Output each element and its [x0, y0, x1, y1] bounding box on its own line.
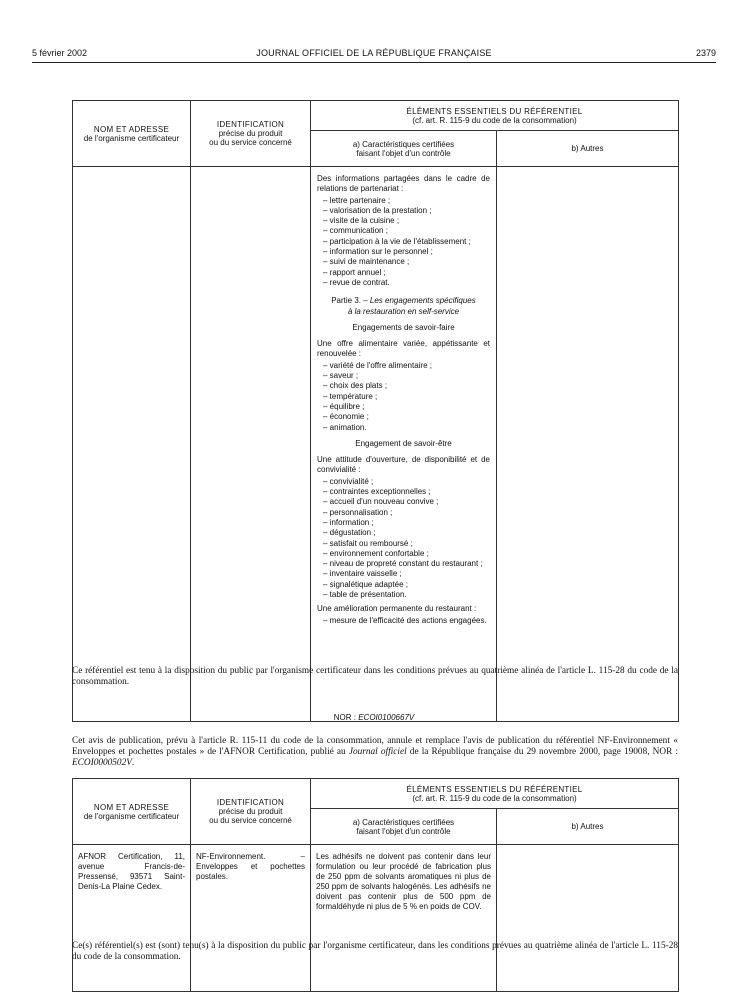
list-item: – température ; [323, 391, 378, 401]
autres-text [497, 845, 678, 852]
table2-autres-cell [497, 845, 679, 992]
list-item: – saveur ; [323, 371, 359, 381]
list-item: – lettre partenaire ; [323, 195, 391, 205]
nor-reference: NOR : ECOI0100667V [333, 713, 415, 722]
header-caracteristiques: a) Caractéristiques certifiées faisant l'objet d'un contrôle [311, 809, 497, 845]
organisme-text: AFNOR Certification, 11, avenue Francis-de-Pressensé, 93571 Saint-Denis-La Plaine Cedex. [78, 852, 185, 891]
table2-organisme-cell [73, 845, 191, 992]
list-item: – participation à la vie de l'établissement ; [323, 236, 471, 246]
list-item: – environnement confortable ; [323, 548, 429, 558]
list-item: – variété de l'offre alimentaire ; [323, 360, 432, 370]
list-item: – table de présentation. [323, 589, 407, 599]
header-journal-title: JOURNAL OFFICIEL DE LA RÉPUBLIQUE FRANÇAISE [256, 48, 492, 58]
offre-intro: Une offre alimentaire variée, appétissante et renouvelée : [317, 339, 490, 359]
list-item: – valorisation de la prestation ; [323, 205, 432, 215]
list-item: – animation. [323, 422, 367, 432]
list-item: – communication ; [323, 226, 388, 236]
list-item: – contraintes exceptionnelles ; [323, 487, 431, 497]
savoir-faire-heading: Engagements de savoir-faire [352, 322, 455, 332]
list-item: – convivialité ; [323, 476, 374, 486]
list-item: – économie ; [323, 412, 369, 422]
table2-produit-cell [191, 845, 311, 992]
partenariat-list [317, 196, 490, 289]
header-organisme: NOM ET ADRESSE de l'organisme certificateur [73, 779, 191, 845]
list-item: – satisfait ou remboursé ; [323, 538, 413, 548]
list-item: – accueil d'un nouveau convive ; [323, 497, 439, 507]
header-elements-essentiels: ÉLÉMENTS ESSENTIELS DU RÉFÉRENTIEL (cf. art. R. 115-9 du code de la consommation) [311, 101, 679, 131]
part3-heading: Partie 3. – Les engagements spécifiques à la restauration en self-service [331, 296, 476, 316]
paragraph-disposition-1: Ce référentiel est tenu à la disposition du public par l'organisme certificateur dans les conditions prévues au quatrième alinéa de l'article L. 115-28 du code de la consommation. [72, 666, 678, 687]
list-item: – visite de la cuisine ; [323, 216, 400, 226]
header-identification: IDENTIFICATION précise du produit ou du service concerné [191, 101, 311, 167]
list-item: – équilibre ; [323, 401, 365, 411]
attitude-list [317, 477, 490, 601]
table1-caracteristiques-cell [311, 167, 497, 722]
table1-autres-cell [497, 167, 679, 722]
header-page-number: 2379 [695, 48, 716, 58]
header-date: 5 février 2002 [32, 48, 88, 58]
amelioration-intro: Une amélioration permanente du restaurant : [317, 604, 477, 614]
list-item: – signalétique adaptée ; [323, 579, 408, 589]
savoir-etre-heading: Engagement de savoir-être [355, 438, 452, 448]
partenariat-intro: Des informations partagées dans le cadre de relations de partenariat : [317, 174, 490, 194]
amelioration-list [317, 616, 490, 626]
header-organisme: NOM ET ADRESSE de l'organisme certificateur [73, 101, 191, 167]
list-item: – inventaire vaisselle ; [323, 569, 402, 579]
attitude-intro: Une attitude d'ouverture, de disponibilité et de convivialité : [317, 455, 490, 475]
caracteristiques-text: Les adhésifs ne doivent pas contenir dans leur formulation ou leur procédé de fabrication plus de 250 ppm de solvants aromatiques ni plus de 250 ppm de solvants halogénés. Les adhésifs ne doivent pas contenir plus de 500 ppm de formaldéhyde ni plus de 5 % en poids de COV. [316, 852, 491, 911]
produit-text: NF-Environnement. – Enveloppes et pochettes postales. [196, 852, 305, 881]
header-autres: b) Autres [497, 809, 679, 845]
list-item: – choix des plats ; [323, 381, 388, 391]
table1-produit-cell [191, 167, 311, 722]
referentiel-table-1 [72, 100, 679, 722]
list-item: – information sur le personnel ; [323, 247, 433, 257]
table2-caracteristiques-cell [311, 845, 497, 992]
header-elements-essentiels: ÉLÉMENTS ESSENTIELS DU RÉFÉRENTIEL (cf. art. R. 115-9 du code de la consommation) [311, 779, 679, 809]
paragraph-disposition-2: Ce(s) référentiel(s) est (sont) tenu(s) à la disposition du public par l'organisme certificateur, dans les conditions prévues au quatrième alinéa de l'article L. 115-28 du code de la consommation. [72, 941, 678, 962]
table1-organisme-cell [73, 167, 191, 722]
list-item: – mesure de l'efficacité des actions engagées. [323, 615, 487, 625]
header-autres: b) Autres [497, 131, 679, 167]
header-rule [32, 62, 716, 63]
paragraph-avis-publication: Cet avis de publication, prévu à l'article R. 115-11 du code de la consommation, annule et remplace l'avis de publication du référentiel NF-Environnement « Enveloppes et pochettes postales » de l'AFNOR Certification, publié au Journal officiel de la République française du 29 novembre 2000, page 19008, NOR : ECOI0000502V. [72, 736, 678, 768]
list-item: – information ; [323, 517, 374, 527]
header-caracteristiques: a) Caractéristiques certifiées faisant l'objet d'un contrôle [311, 131, 497, 167]
list-item: – dégustation ; [323, 528, 376, 538]
list-item: – personnalisation ; [323, 507, 393, 517]
list-item: – niveau de propreté constant du restaurant ; [323, 559, 483, 569]
header-identification: IDENTIFICATION précise du produit ou du service concerné [191, 779, 311, 845]
list-item: – suivi de maintenance ; [323, 257, 410, 267]
list-item: – rapport annuel ; [323, 267, 386, 277]
offre-list [317, 361, 490, 433]
list-item: – revue de contrat. [323, 277, 390, 287]
